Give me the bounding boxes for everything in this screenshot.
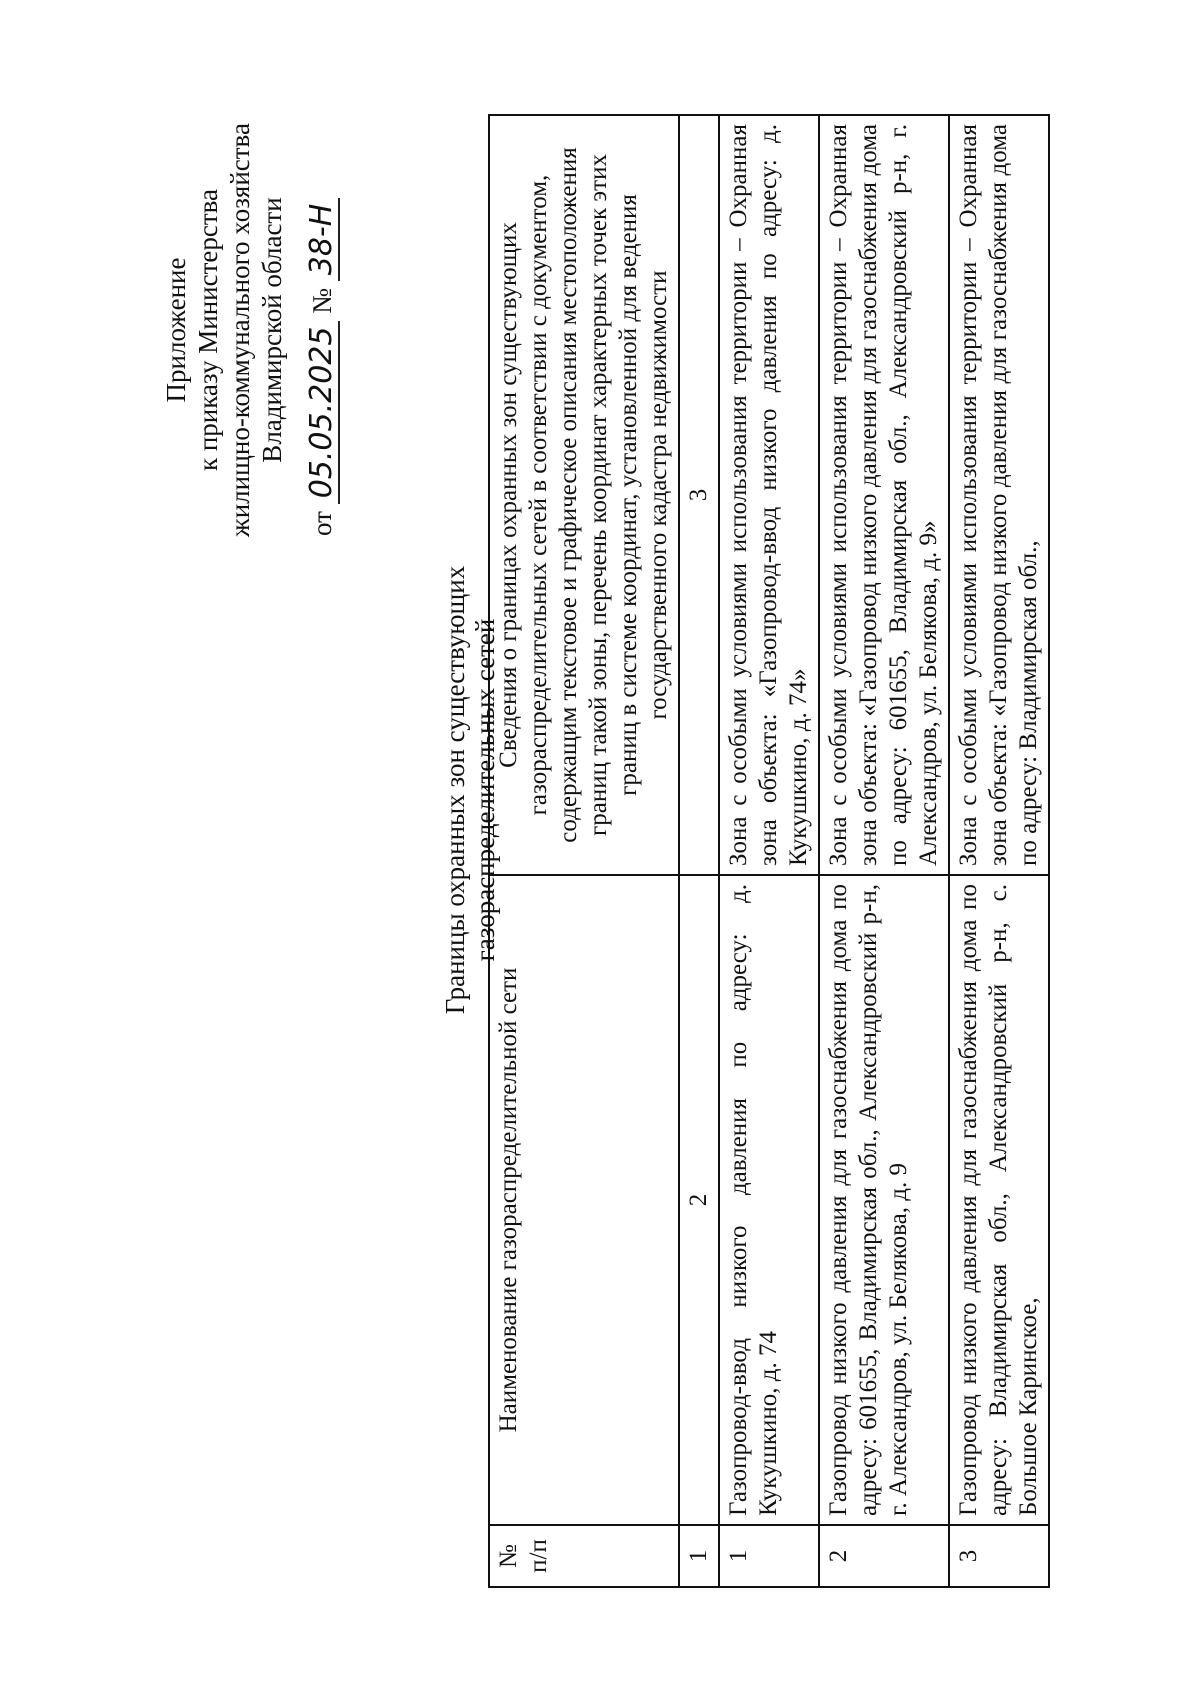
approval-date-line bbox=[306, 100, 340, 560]
row-number: 2 bbox=[819, 1525, 949, 1587]
from-label: от bbox=[307, 511, 337, 536]
column-number-1: 1 bbox=[679, 1525, 719, 1587]
row-network-name: Газопровод-ввод низкого давления по адресу: д. Кукушкино, д. 74 bbox=[719, 875, 819, 1525]
table-column-numbers-row bbox=[679, 115, 719, 1587]
title-line-2: газораспределительных сетей bbox=[470, 618, 500, 962]
row-network-name: Газопровод низкого давления для газоснабжения дома по адресу: 601655, Владимирская обл., Александровский р-н, г. Александров, ул. Белякова, д. 9 bbox=[819, 875, 949, 1525]
approval-line-3: жилищно-коммунального хозяйства bbox=[225, 123, 255, 537]
row-number: 3 bbox=[949, 1525, 1049, 1587]
column-number-3: 3 bbox=[679, 115, 719, 875]
row-zone-info: Зона с особыми условиями использования территории – Охранная зона объекта: «Газопровод низкого давления для газоснабжения дома по адресу: Владимирская обл., bbox=[949, 115, 1049, 875]
header-col-number: № п/п bbox=[489, 1525, 679, 1587]
header-col-name: Наименование газораспределительной сети bbox=[489, 875, 679, 1525]
title-line-1: Границы охранных зон существующих bbox=[440, 565, 470, 1015]
handwritten-number: 38-Н bbox=[306, 198, 340, 282]
table-row bbox=[819, 115, 949, 1587]
rotated-content bbox=[80, 60, 1120, 1640]
zones-table bbox=[488, 114, 1050, 1588]
column-number-2: 2 bbox=[679, 875, 719, 1525]
approval-line-1: Приложение bbox=[161, 257, 191, 403]
header-col-info: Сведения о границах охранных зон существующих газораспределительных сетей в соответствии с документом, содержащим текстовое и графическое описания местоположения границ такой зоны, перечень координат характерных точек этих границ в системе координат, установленной для ведения государственного кадастра недвижимости bbox=[489, 115, 679, 875]
row-zone-info: Зона с особыми условиями использования территории – Охранная зона объекта: «Газопровод низкого давления для газоснабжения дома по адресу: 601655, Владимирская обл., Александровский р-н, г. Александров, ул. Белякова, д. 9» bbox=[819, 115, 949, 875]
approval-line-4: Владимирской области bbox=[257, 197, 287, 463]
row-number: 1 bbox=[719, 1525, 819, 1587]
table-row bbox=[949, 115, 1049, 1587]
approval-block bbox=[160, 100, 340, 560]
table-header-row bbox=[489, 115, 679, 1587]
row-network-name: Газопровод низкого давления для газоснабжения дома по адресу: Владимирская обл., Александровский р-н, с. Большое Каринское, bbox=[949, 875, 1049, 1525]
handwritten-date: 05.05.2025 bbox=[306, 321, 340, 505]
number-label: № bbox=[307, 288, 337, 314]
approval-line-2: к приказу Министерства bbox=[193, 188, 223, 472]
row-zone-info: Зона с особыми условиями использования территории – Охранная зона объекта: «Газопровод-ввод низкого давления по адресу: д. Кукушкино, д. 74» bbox=[719, 115, 819, 875]
table-row bbox=[719, 115, 819, 1587]
